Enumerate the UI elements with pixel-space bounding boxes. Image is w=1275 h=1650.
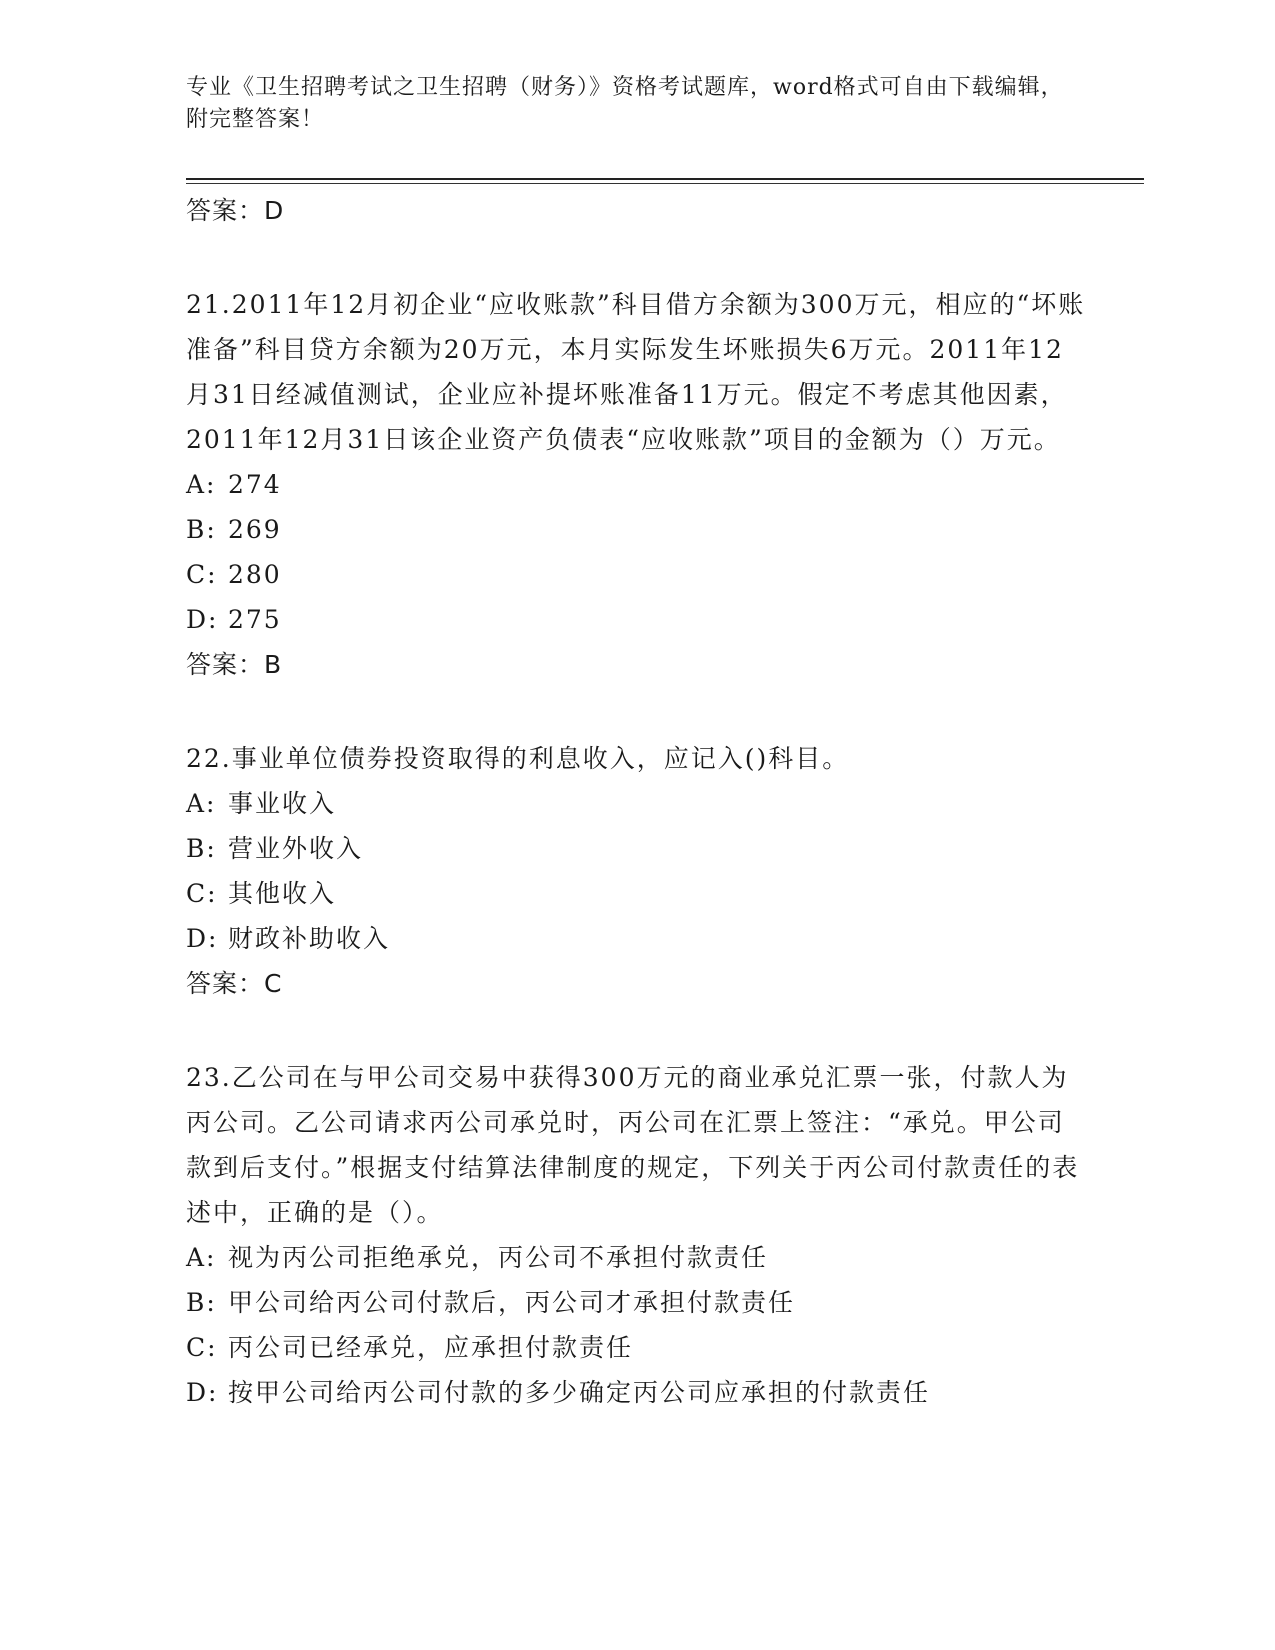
spacer	[186, 234, 1086, 274]
option-letter: A:	[186, 470, 217, 499]
page-header: 专业《卫生招聘考试之卫生招聘（财务）》资格考试题库，word格式可自由下载编辑，附完整答案！	[186, 75, 1064, 132]
option-d	[186, 916, 1086, 961]
question-stem: 22.事业单位债券投资取得的利息收入，应记入()科目。	[186, 744, 850, 773]
option-text: 269	[228, 515, 282, 544]
document-body	[186, 188, 1086, 1415]
option-text: 274	[228, 470, 282, 499]
option-a	[186, 462, 1086, 507]
header-rule-thick	[186, 178, 1144, 180]
option-text: 甲公司给丙公司付款后，丙公司才承担付款责任	[228, 1288, 796, 1317]
option-letter: A:	[186, 789, 217, 818]
option-letter: D:	[186, 924, 219, 953]
option-text: 280	[228, 560, 282, 589]
answer-line: 答案：C	[186, 969, 283, 998]
option-b	[186, 826, 1086, 871]
option-letter: D:	[186, 1378, 219, 1407]
spacer	[186, 1007, 1086, 1047]
question-stem: 23.乙公司在与甲公司交易中获得300万元的商业承兑汇票一张，付款人为丙公司。乙公司请求丙公司承兑时，丙公司在汇票上签注：“承兑。甲公司款到后支付。”根据支付结算法律制度的规定，下列关于丙公司付款责任的表述中，正确的是（）。	[186, 1063, 1080, 1227]
option-letter: A:	[186, 1243, 217, 1272]
question-block	[186, 1055, 1086, 1415]
option-letter: C:	[186, 1333, 218, 1362]
answer-line: 答案：B	[186, 650, 283, 679]
answer-line: 答案：D	[186, 196, 285, 225]
header-rule-thin	[186, 183, 1144, 184]
option-text: 275	[228, 605, 282, 634]
option-letter: B:	[186, 1288, 217, 1317]
option-letter: C:	[186, 560, 218, 589]
option-text: 丙公司已经承兑，应承担付款责任	[228, 1333, 634, 1362]
option-letter: B:	[186, 834, 217, 863]
option-text: 事业收入	[228, 789, 337, 818]
option-d	[186, 597, 1086, 642]
option-c	[186, 552, 1086, 597]
option-letter: C:	[186, 879, 218, 908]
option-text: 营业外收入	[228, 834, 364, 863]
option-b	[186, 507, 1086, 552]
option-b	[186, 1280, 1086, 1325]
option-letter: B:	[186, 515, 217, 544]
option-c	[186, 1325, 1086, 1370]
option-text: 财政补助收入	[228, 924, 391, 953]
question-block	[186, 736, 1086, 1007]
option-a	[186, 781, 1086, 826]
option-a	[186, 1235, 1086, 1280]
option-d	[186, 1370, 1086, 1415]
spacer	[186, 688, 1086, 728]
question-stem: 21.2011年12月初企业“应收账款”科目借方余额为300万元，相应的“坏账准备”科目贷方余额为20万元，本月实际发生坏账损失6万元。2011年12月31日经减值测试，企业应补提坏账准备11万元。假定不考虑其他因素，2011年12月31日该企业资产负债表“应收账款”项目的金额为（）万元。	[186, 290, 1086, 454]
option-text: 其他收入	[228, 879, 337, 908]
option-c	[186, 871, 1086, 916]
option-text: 按甲公司给丙公司付款的多少确定丙公司应承担的付款责任	[228, 1378, 931, 1407]
option-text: 视为丙公司拒绝承兑，丙公司不承担付款责任	[228, 1243, 769, 1272]
question-block	[186, 282, 1086, 688]
option-letter: D:	[186, 605, 219, 634]
